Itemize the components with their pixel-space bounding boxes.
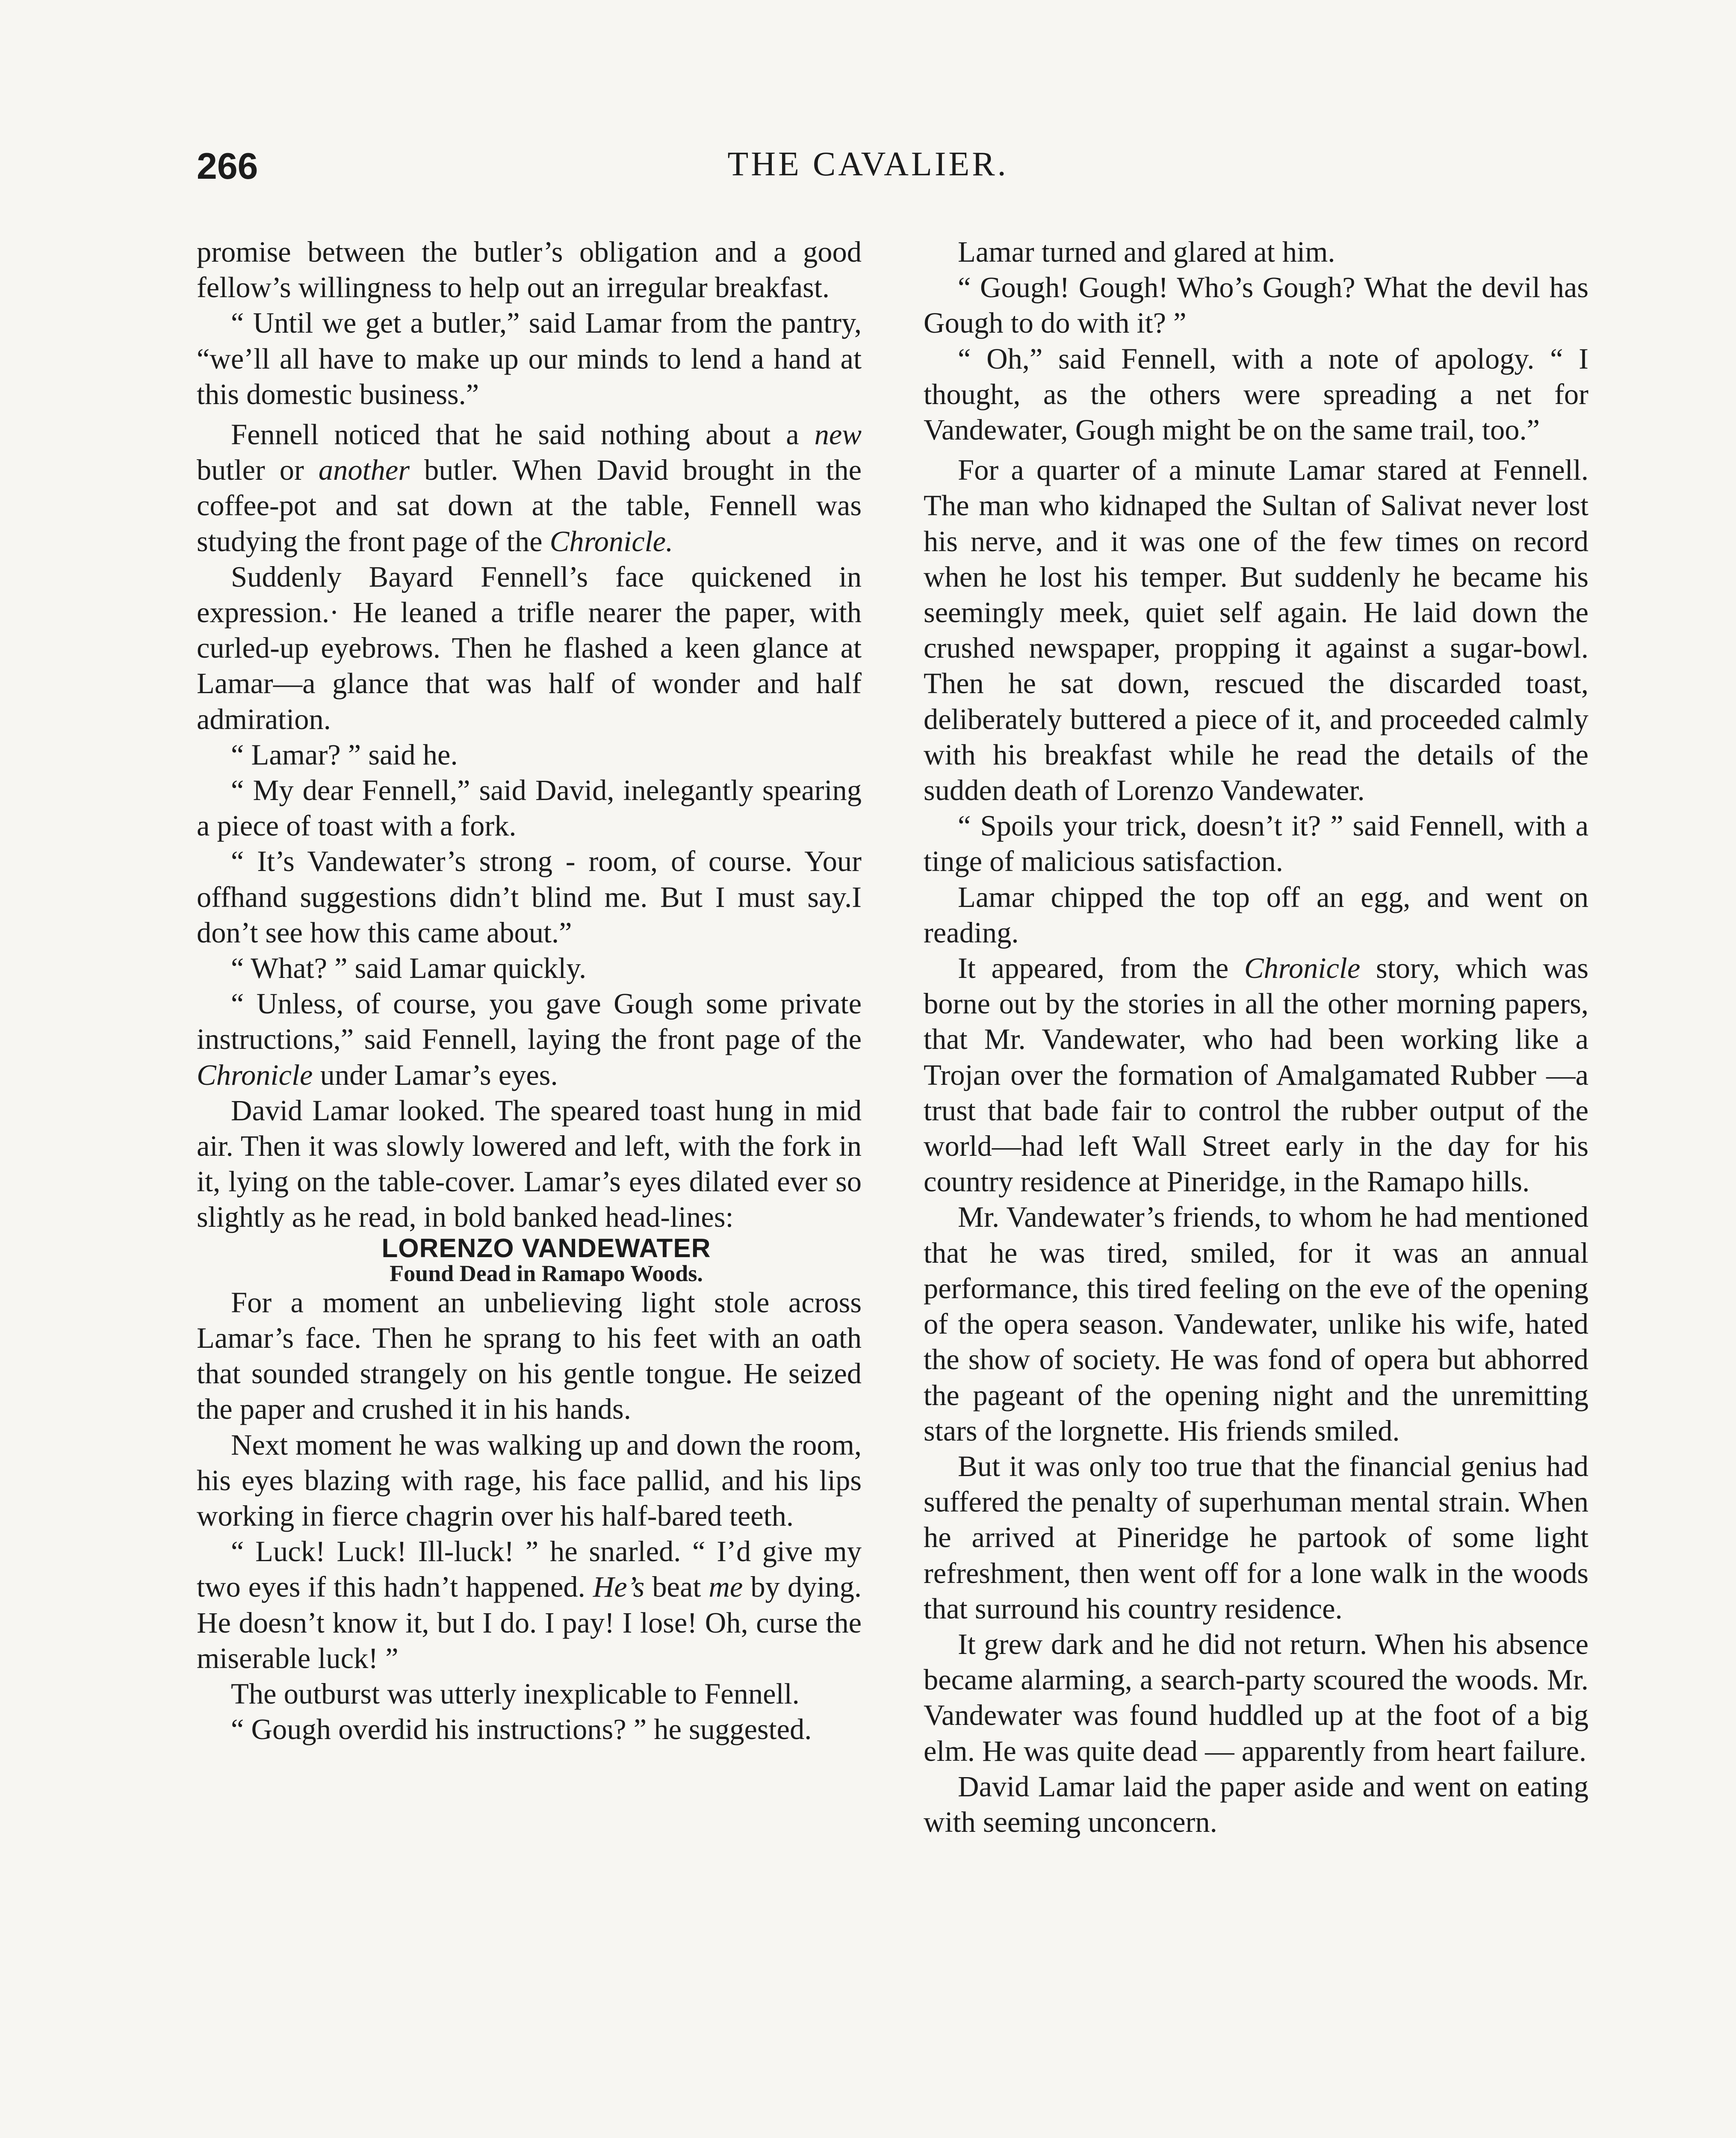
paragraph: “ What? ” said Lamar quickly. (231, 952, 587, 985)
text-run: by dying. He doesn’t know it, but I do. I pay! I lose! Oh, curse the miserable luck! ” (197, 1571, 862, 1674)
paragraph: “ Until we get a butler,” said Lamar from the pantry, “we’ll all have to make up our minds to lend a hand at this domestic business.” (197, 307, 862, 410)
paragraph: Suddenly Bayard Fennell’s face quickened in expression.· He leaned a trifle nearer the paper, with curled-up eyebrows. Then he flashed a keen glance at Lamar—a glance that was half of wonder and half admiration. (197, 560, 862, 735)
paragraph: “ Gough overdid his instructions? ” he suggested. (231, 1713, 812, 1746)
text-run: beat (644, 1571, 709, 1604)
italic-text: Chronicle (1244, 952, 1361, 985)
text-run: under Lamar’s eyes. (313, 1058, 558, 1091)
paragraph: David Lamar looked. The speared toast hung in mid air. Then it was slowly lowered and left, with the fork in it, lying on the table-cover. Lamar’s eyes dilated ever so slightly as he read, in bold banked head-lines: (197, 1094, 862, 1234)
paragraph: “ It’s Vandewater’s strong - room, of course. Your offhand suggestions didn’t blind me. But I must say.I don’t see how this came about.” (197, 845, 862, 949)
paragraph: For a moment an unbelieving light stole across Lamar’s face. Then he sprang to his feet with an oath that sounded strangely on his gentle tongue. He seized the paper and crushed it in his hands. (197, 1286, 862, 1426)
paragraph: David Lamar laid the paper aside and went on eating with seeming unconcern. (924, 1770, 1588, 1838)
text-run: butler. When David brought in the coffee-pot and sat down at the table, Fennell was studying the front page of the (197, 454, 862, 558)
newspaper-subheadline: Found Dead in Ramapo Woods. (390, 1260, 703, 1286)
italic-text: He’s (593, 1571, 645, 1604)
left-column (197, 234, 862, 1747)
italic-text: me (709, 1571, 743, 1604)
paragraph (924, 951, 1588, 1199)
paragraph: But it was only too true that the financial genius had suffered the penalty of superhuman mental strain. When he arrived at Pineridge he partook of some light refreshment, then went off for a lone walk in the woods that surround his country residence. (924, 1450, 1588, 1625)
running-head-title: THE CAVALIER. (727, 145, 1009, 183)
paragraph: Lamar chipped the top off an egg, and went on reading. (924, 880, 1588, 949)
paragraph: The outburst was utterly inexplicable to Fennell. (231, 1677, 800, 1710)
paragraph: For a quarter of a minute Lamar stared at Fennell. The man who kidnaped the Sultan of Salivat never lost his nerve, and it was one of the few times on record when he lost his temper. But suddenly he became his seemingly meek, quiet self again. He laid down the crushed newspaper, propping it against a sugar-bowl. Then he sat down, rescued the discarded toast, deliberately buttered a piece of it, and proceeded calmly with his breakfast while he read the details of the sudden death of Lorenzo Vandewater. (924, 454, 1588, 807)
paragraph (197, 986, 862, 1093)
paragraph: “ My dear Fennell,” said David, inelegantly spearing a piece of toast with a fork. (197, 774, 862, 842)
paragraph: “ Gough! Gough! Who’s Gough? What the devil has Gough to do with it? ” (924, 271, 1588, 340)
paragraph (197, 1534, 862, 1676)
paragraph: It grew dark and he did not return. When his absence became alarming, a search-party scoured the woods. Mr. Vandewater was found huddled up at the foot of a big elm. He was quite dead — apparently from heart failure. (924, 1627, 1588, 1767)
italic-text: Chronicle. (549, 525, 673, 558)
paragraph: Mr. Vandewater’s friends, to whom he had mentioned that he was tired, smiled, for it was an annual performance, this tired feeling on the eve of the opening of the opera season. Vandewater, unlike his wife, hated the show of society. He was fond of opera but abhorred the pageant of the opening night and the unremitting stars of the lorgnette. His friends smiled. (924, 1201, 1588, 1447)
paragraph: “ Oh,” said Fennell, with a note of apology. “ I thought, as the others were spreading a net for Vandewater, Gough might be on the same trail, too.” (924, 342, 1588, 446)
italic-text: new (814, 418, 862, 451)
paragraph (197, 417, 862, 559)
italic-text: another (318, 454, 410, 487)
text-run: “ Unless, of course, you gave Gough some private instructions,” said Fennell, laying the front page of the (197, 987, 862, 1056)
text-run: butler or (197, 454, 319, 487)
text-run: It appeared, from the (958, 952, 1244, 985)
paragraph: promise between the butler’s obligation and a good fellow’s willingness to help out an irregular breakfast. (197, 236, 862, 304)
paragraph: “ Spoils your trick, doesn’t it? ” said Fennell, with a tinge of malicious satisfaction. (924, 809, 1588, 878)
newspaper-headline: LORENZO VANDEWATER (381, 1233, 711, 1263)
text-run: story, which was borne out by the stories in all the other morning papers, that Mr. Vandewater, who had been working like a Trojan over the formation of Amalgamated Rubber —a trust that bade fair to control the rubber output of the world—had left Wall Street early in the day for his country residence at Pineridge, in the Ramapo hills. (924, 952, 1588, 1198)
paragraph: “ Lamar? ” said he. (231, 738, 458, 771)
paragraph: Lamar turned and glared at him. (958, 236, 1335, 268)
italic-text: Chronicle (197, 1058, 313, 1091)
text-run: “ Luck! Luck! Ill-luck! ” he snarled. “ I’d give my two eyes if this hadn’t happened. (197, 1535, 862, 1604)
text-run: Fennell noticed that he said nothing about a (231, 418, 815, 451)
paragraph: Next moment he was walking up and down the room, his eyes blazing with rage, his face pallid, and his lips working in fierce chagrin over his half-bared teeth. (197, 1428, 862, 1532)
right-column (924, 234, 1588, 1840)
page-number: 266 (197, 146, 258, 187)
